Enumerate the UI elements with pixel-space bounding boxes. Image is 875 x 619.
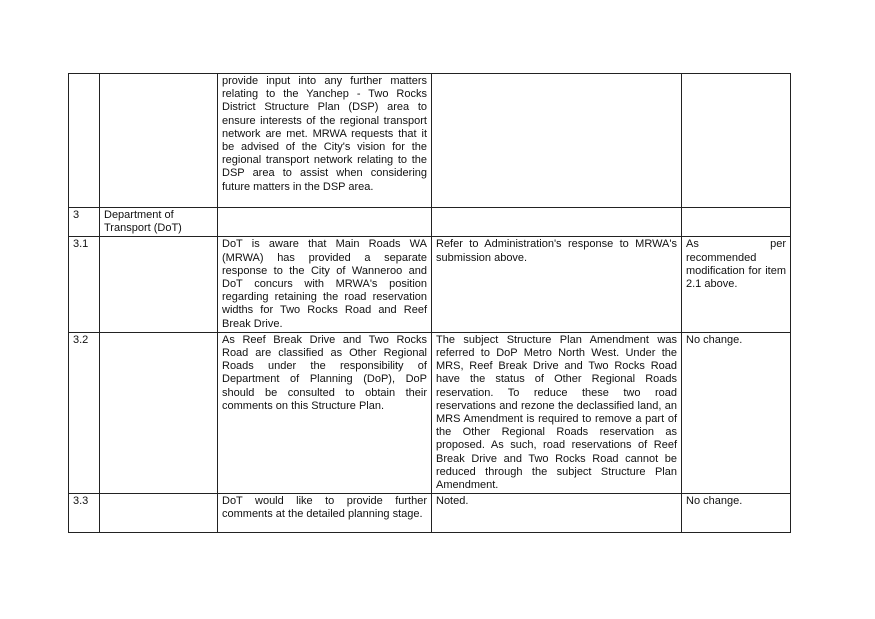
recommendation-cell xyxy=(682,208,791,237)
recommendation-cell: No change. xyxy=(682,332,791,493)
submissions-table xyxy=(68,73,791,533)
item-number-cell: 3 xyxy=(69,208,100,237)
response-cell: Refer to Administration's response to MRWA's submission above. xyxy=(432,237,682,332)
table-row xyxy=(69,208,791,237)
item-number-cell xyxy=(69,74,100,208)
response-cell xyxy=(432,74,682,208)
response-cell: Noted. xyxy=(432,494,682,533)
table-row xyxy=(69,74,791,208)
recommendation-cell: No change. xyxy=(682,494,791,533)
submitter-cell xyxy=(100,494,218,533)
submission-cell: DoT is aware that Main Roads WA (MRWA) has provided a separate response to the City of Wanneroo and DoT concurs with MRWA's position regarding retaining the road reservation widths for Two Rocks Road and Reef Break Drive. xyxy=(218,237,432,332)
recommendation-cell xyxy=(682,74,791,208)
recommendation-cell: As per recommended modification for item 2.1 above. xyxy=(682,237,791,332)
item-number-cell: 3.1 xyxy=(69,237,100,332)
item-number-cell: 3.3 xyxy=(69,494,100,533)
table-row xyxy=(69,494,791,533)
response-cell xyxy=(432,208,682,237)
submission-cell xyxy=(218,208,432,237)
table-row xyxy=(69,332,791,493)
submitter-cell xyxy=(100,74,218,208)
item-number-cell: 3.2 xyxy=(69,332,100,493)
submitter-cell xyxy=(100,237,218,332)
submitter-cell: Department of Transport (DoT) xyxy=(100,208,218,237)
submitter-cell xyxy=(100,332,218,493)
table-row xyxy=(69,237,791,332)
submission-cell: As Reef Break Drive and Two Rocks Road are classified as Other Regional Roads under the responsibility of Department of Planning (DoP), DoP should be consulted to obtain their comments on this Structure Plan. xyxy=(218,332,432,493)
submission-cell: provide input into any further matters relating to the Yanchep - Two Rocks District Structure Plan (DSP) area to ensure interests of the regional transport network are met. MRWA requests that it be advised of the City's vision for the regional transport network relating to the DSP area to assist when considering future matters in the DSP area. xyxy=(218,74,432,208)
response-cell: The subject Structure Plan Amendment was referred to DoP Metro North West. Under the MRS, Reef Break Drive and Two Rocks Road have the status of Other Regional Roads reservation. To reduce these two road reservations and rezone the declassified land, an MRS Amendment is required to remove a part of the Other Regional Roads reservation as proposed. As such, road reservations of Reef Break Drive and Two Rocks Road cannot be reduced through the subject Structure Plan Amendment. xyxy=(432,332,682,493)
submission-cell: DoT would like to provide further comments at the detailed planning stage. xyxy=(218,494,432,533)
